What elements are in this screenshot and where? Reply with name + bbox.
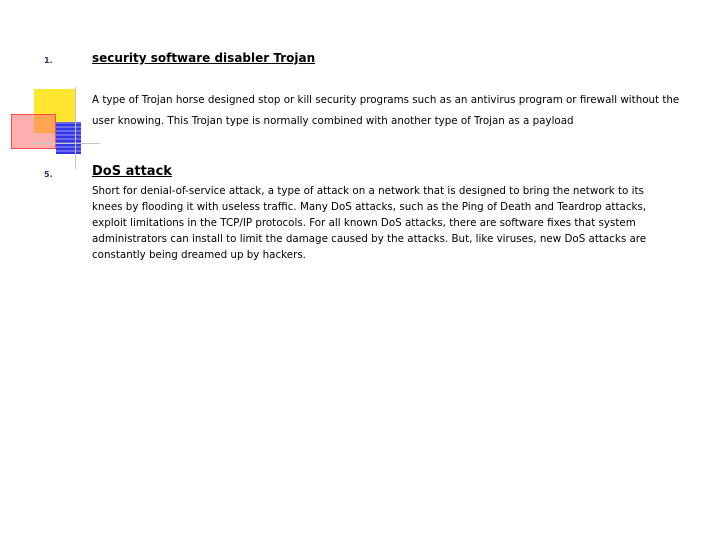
- item-number: 1.: [44, 56, 53, 65]
- decorative-horizontal-line: [32, 143, 100, 144]
- item-body: Short for denial-of-service attack, a type of attack on a network that is designed to bring the network to its knees by flooding it with useless traffic. Many DoS attacks, such as the Ping of Death and Teardrop attacks, exploit limitations in the TCP/IP protocols. For all known DoS attacks, there are software fixes that system administrators can install to limit the damage caused by the attacks. But, like viruses, new DoS attacks are constantly being dreamed up by hackers.: [92, 185, 647, 261]
- decorative-blue-square: [56, 122, 81, 154]
- item-number: 5.: [44, 170, 53, 179]
- decorative-vertical-line: [75, 87, 76, 169]
- item-body: A type of Trojan horse designed stop or kill security programs such as an antivirus program or firewall without the user knowing. This Trojan type is normally combined with another type of Trojan as a payload: [92, 94, 680, 127]
- item-title: DoS attack: [92, 164, 172, 179]
- item-title: security software disabler Trojan: [92, 51, 316, 65]
